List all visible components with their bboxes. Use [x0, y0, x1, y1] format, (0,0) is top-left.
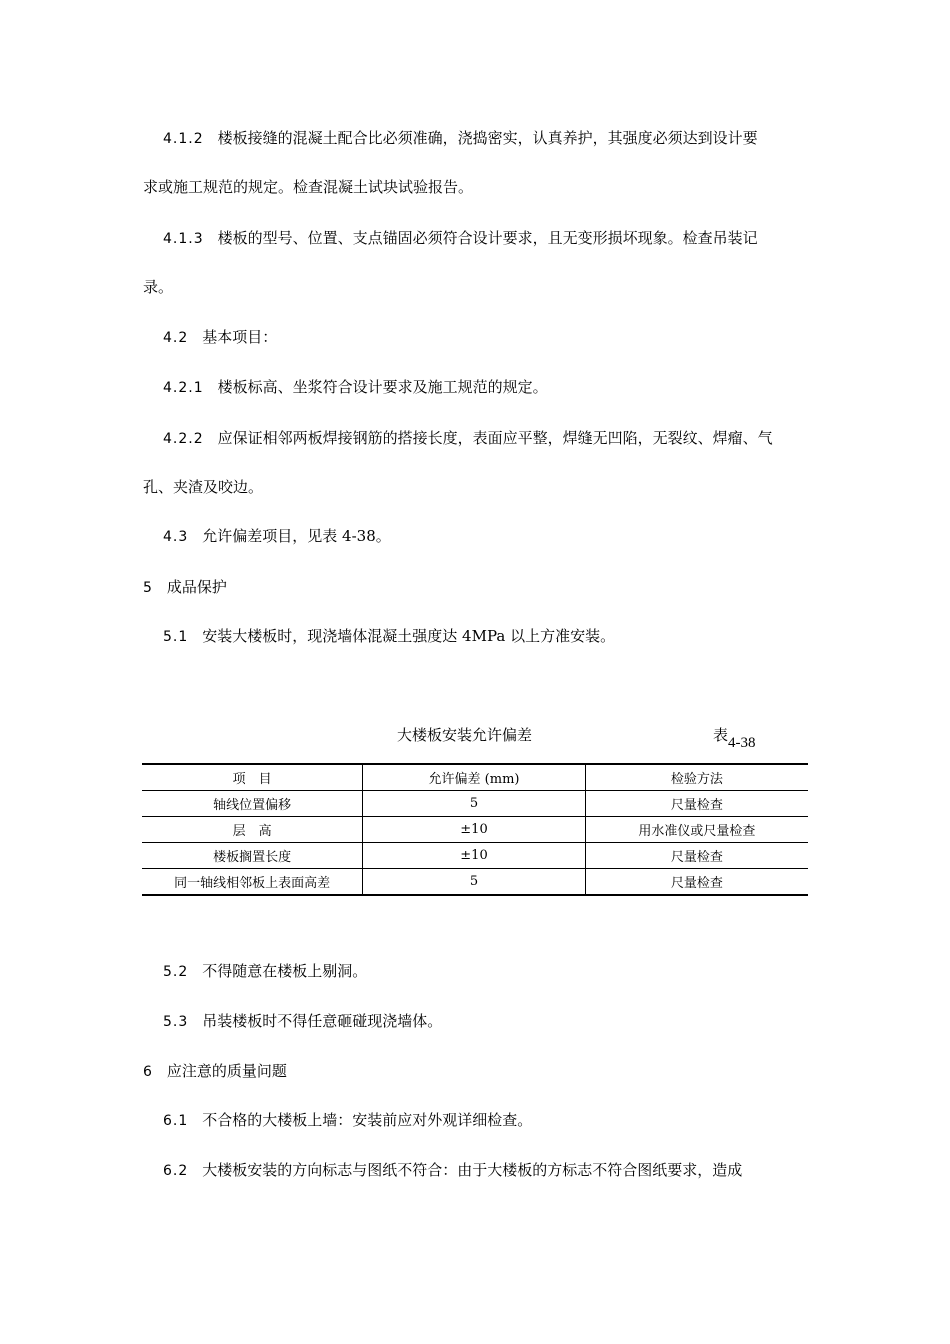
- paragraph-text: 应保证相邻两板焊接钢筋的搭接长度，表面应平整，焊缝无凹陷，无裂纹、焊瘤、气: [217, 429, 773, 447]
- table-number-prefix: 表: [713, 726, 729, 744]
- table-cell: 尺量检查: [585, 843, 808, 869]
- section-number: 6.1: [163, 1113, 189, 1129]
- header-cell-method: 检验方法: [585, 764, 808, 791]
- paragraph-text: 楼板的型号、位置、支点锚固必须符合设计要求，且无变形损坏现象。检查吊装记: [217, 229, 758, 247]
- paragraph-text: 楼板标高、坐浆符合设计要求及施工规范的规定。: [217, 378, 548, 396]
- paragraph-5-2: [163, 961, 367, 982]
- table-cell: 层 高: [142, 817, 363, 843]
- paragraph-text: 允许偏差项目，见表 4-38。: [202, 527, 391, 545]
- header-cell-tolerance: 允许偏差 (mm): [363, 764, 585, 791]
- table-number: [713, 724, 756, 751]
- section-number: 4.1.2: [163, 131, 204, 147]
- section-number: 4.2.2: [163, 431, 204, 447]
- heading-text: 应注意的质量问题: [166, 1062, 287, 1080]
- paragraph-text: 大楼板安装的方向标志与图纸不符合：由于大楼板的方标志不符合图纸要求，造成: [202, 1161, 743, 1179]
- deviation-table: [142, 763, 808, 896]
- paragraph-4-2-2: [163, 428, 773, 449]
- paragraph-text: 不得随意在楼板上剔洞。: [202, 962, 368, 980]
- section-number: 4.3: [163, 529, 189, 545]
- table-cell: 用水准仪或尺量检查: [585, 817, 808, 843]
- paragraph-4-1-2: [163, 128, 758, 149]
- paragraph-text: 求或施工规范的规定。检查混凝土试块试验报告。: [143, 178, 474, 196]
- header-cell-item: 项 目: [142, 764, 363, 791]
- paragraph-text: 楼板接缝的混凝土配合比必须准确，浇捣密实，认真养护，其强度必须达到设计要: [217, 129, 758, 147]
- paragraph-text: 不合格的大楼板上墙：安装前应对外观详细检查。: [202, 1111, 533, 1129]
- table-cell: 尺量检查: [585, 791, 808, 817]
- section-heading-5: [143, 577, 227, 598]
- paragraph-5-3: [163, 1011, 442, 1032]
- table-cell: 楼板搁置长度: [142, 843, 363, 869]
- section-number: 5.3: [163, 1014, 189, 1030]
- section-number: 6: [143, 1064, 153, 1080]
- paragraph-text: 孔、夹渣及咬边。: [143, 478, 264, 496]
- table-number-value: 4-38: [728, 735, 756, 751]
- table-cell: 同一轴线相邻板上表面高差: [142, 869, 363, 896]
- section-number: 5.2: [163, 964, 189, 980]
- paragraph-4-2-1: [163, 377, 548, 398]
- table-caption: 大楼板安装允许偏差: [397, 726, 533, 744]
- heading-text: 成品保护: [166, 578, 227, 596]
- paragraph-text: 录。: [143, 278, 174, 296]
- table-row: [142, 791, 808, 817]
- section-heading-6: [143, 1061, 287, 1082]
- paragraph-text: 安装大楼板时，现浇墙体混凝土强度达 4MPa 以上方准安装。: [202, 627, 616, 645]
- table-cell: ±10: [363, 843, 585, 869]
- section-number: 4.2: [163, 330, 189, 346]
- paragraph-6-1: [163, 1110, 532, 1131]
- paragraph-6-2: [163, 1160, 742, 1181]
- paragraph-4-2: [163, 327, 277, 348]
- paragraph-5-1: [163, 626, 615, 647]
- table-cell: ±10: [363, 817, 585, 843]
- paragraph-continuation: [143, 177, 473, 197]
- table-cell: 5: [363, 869, 585, 896]
- paragraph-continuation: [143, 477, 263, 497]
- paragraph-text: 基本项目：: [202, 328, 278, 346]
- paragraph-4-1-3: [163, 228, 758, 249]
- paragraph-continuation: [143, 277, 173, 297]
- section-number: 5.1: [163, 629, 189, 645]
- table-cell: 5: [363, 791, 585, 817]
- table-cell: 轴线位置偏移: [142, 791, 363, 817]
- paragraph-4-3: [163, 526, 391, 547]
- section-number: 4.1.3: [163, 231, 204, 247]
- section-number: 5: [143, 580, 153, 596]
- table-row: [142, 817, 808, 843]
- table-row: [142, 843, 808, 869]
- paragraph-text: 吊装楼板时不得任意砸碰现浇墙体。: [202, 1012, 443, 1030]
- section-number: 4.2.1: [163, 380, 204, 396]
- table-row: [142, 869, 808, 896]
- section-number: 6.2: [163, 1163, 189, 1179]
- table-cell: 尺量检查: [585, 869, 808, 896]
- table-header-row: [142, 764, 808, 791]
